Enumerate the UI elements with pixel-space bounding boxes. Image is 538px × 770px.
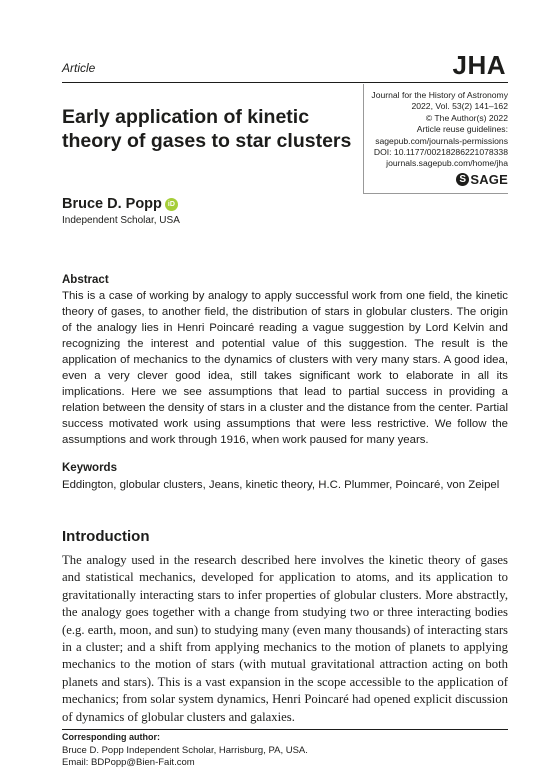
- article-title: Early application of kinetic theory of gases to star clusters: [62, 106, 352, 152]
- corresponding-author-heading: Corresponding author:: [62, 732, 160, 742]
- permissions-link[interactable]: sagepub.com/journals-permissions: [375, 135, 508, 146]
- abstract-heading: Abstract: [62, 274, 109, 286]
- author-name: Bruce D. Popp: [62, 196, 162, 212]
- orcid-icon[interactable]: iD: [165, 198, 178, 211]
- volume-line: 2022, Vol. 53(2) 141–162: [411, 101, 508, 112]
- corresponding-author-email[interactable]: Email: BDPopp@Bien-Fait.com: [62, 757, 195, 768]
- introduction-heading: Introduction: [62, 528, 150, 545]
- footer-divider: [62, 729, 508, 730]
- keywords-heading: Keywords: [62, 462, 117, 474]
- doi-line[interactable]: DOI: 10.1177/00218286221078338: [373, 147, 508, 158]
- keywords-text: Eddington, globular clusters, Jeans, kinetic theory, H.C. Plummer, Poincaré, von Zeipel: [62, 479, 500, 491]
- journal-logo: JHA: [452, 50, 506, 80]
- journal-name: Journal for the History of Astronomy: [371, 90, 508, 100]
- journal-info-box: [363, 84, 508, 194]
- sage-logo: [456, 173, 508, 186]
- reuse-label: Article reuse guidelines:: [416, 124, 508, 135]
- header-divider: [62, 82, 508, 83]
- journal-homepage-link[interactable]: journals.sagepub.com/home/jha: [386, 158, 508, 169]
- sage-s-icon: S: [456, 173, 469, 186]
- introduction-text: The analogy used in the research described here involves the kinetic theory of gases and statistical mechanics, developed for application to atoms, and its application to gravitationally interacting stars to infer properties of globular clusters. More abstractly, the analogy goes together with a change from studying two or three interacting bodies (e.g. earth, moon, and sun) to studying many (even many thousands) of interacting stars in a cluster; and a shift from applying mechanics to the motion of planets to applying mechanics to the motion of stars (with mutual gravitational attraction acting on both planets and stars). This is a vast expansion in the scope accessible to the application of mechanics; from solar system dynamics, Henri Poincaré had opened explicit discussion of dynamics of globular clusters and galaxies.: [62, 553, 508, 724]
- author-affiliation: Independent Scholar, USA: [62, 215, 180, 226]
- corresponding-author-address: Bruce D. Popp Independent Scholar, Harrisburg, PA, USA.: [62, 745, 308, 756]
- abstract-text: This is a case of working by analogy to apply successful work from one field, the kinetic theory of gases, to another field, the distribution of stars in globular clusters. The origin of the analogy lies in Henri Poincaré reading a vague suggestion by Lord Kelvin and recognizing the interest and potential value of this suggestion. The result is the application of mechanics to the dynamics of clusters with very many stars. A good idea, even a very clever good idea, still takes significant work to elaborate in all its implications. Here we see assumptions that lead to partial success in providing a relation between the density of stars in a cluster and the distance from the center. Partial success motivated work using assumptions that were less restrictive. We follow the assumptions and work through 1916, when work paused for many years.: [62, 290, 508, 446]
- sage-wordmark: SAGE: [470, 171, 508, 187]
- copyright-line: © The Author(s) 2022: [425, 112, 508, 123]
- author-block: [62, 196, 178, 212]
- article-type-label: Article: [62, 61, 96, 75]
